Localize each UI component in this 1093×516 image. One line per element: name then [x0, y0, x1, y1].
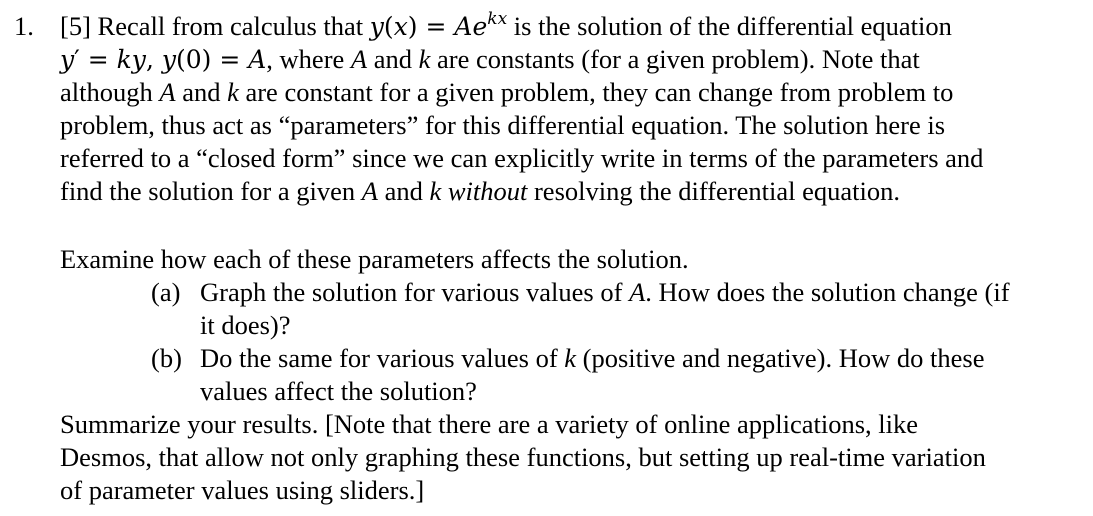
intro-line-2	[60, 43, 920, 76]
math-x: x	[393, 12, 408, 41]
text-span: find the solution for a given	[60, 176, 362, 206]
math-A: A	[248, 45, 267, 74]
math-A: A	[454, 12, 473, 41]
math-A: A	[159, 77, 176, 107]
text-span: and	[377, 176, 430, 206]
part-a-line-2: it does)?	[200, 310, 291, 340]
intro-line-1	[60, 10, 952, 43]
part-a-line-1	[200, 276, 1010, 309]
text-span: are constant for a given problem, they can change from problem to	[238, 77, 954, 107]
math-A: A	[629, 277, 646, 307]
math-equals: =	[417, 12, 455, 41]
math-paren: (	[383, 12, 394, 41]
math-k: k	[418, 44, 431, 74]
math-e: e	[472, 12, 488, 41]
math-k: k	[429, 176, 442, 206]
intro-line-5: referred to a “closed form” since we can explicitly write in terms of the parameters and	[60, 143, 984, 173]
points-label: [5]	[60, 11, 91, 41]
emphasis-without: without	[447, 176, 528, 206]
examine-line: Examine how each of these parameters affects the solution.	[60, 244, 689, 274]
math-exponent: kx	[487, 9, 508, 29]
text-span: , where	[266, 44, 351, 74]
math-y: y	[60, 45, 75, 74]
text-span: although	[60, 77, 160, 107]
text-span: Recall from calculus that	[97, 11, 370, 41]
math-equals: =	[79, 45, 117, 74]
math-k: k	[227, 77, 239, 107]
math-y: y	[369, 12, 384, 41]
text-span: and	[175, 77, 228, 107]
math-equals: =	[211, 45, 249, 74]
math-k: k	[564, 343, 577, 373]
math-ky: ky	[116, 45, 146, 74]
math-prime: ′	[74, 45, 80, 74]
intro-line-6	[60, 175, 900, 208]
math-comma: ,	[145, 45, 162, 74]
text-span: resolving the differential equation.	[527, 176, 900, 206]
summary-line-1: Summarize your results. [Note that there are a variety of online applications, like	[60, 409, 919, 439]
part-b-line-2: values affect the solution?	[200, 376, 477, 406]
part-b-label: (b)	[151, 343, 182, 373]
summary-line-2: Desmos, that allow not only graphing these functions, but setting up real-time variation	[60, 442, 986, 472]
text-span: (positive and negative). How do these	[576, 343, 985, 373]
text-span: Do the same for various values of	[200, 343, 565, 373]
text-span: are constants (for a given problem). Note that	[430, 44, 920, 74]
problem-number: 1.	[14, 11, 34, 41]
part-b-line-1	[200, 342, 984, 375]
text-span: Graph the solution for various values of	[200, 277, 630, 307]
math-A: A	[361, 176, 378, 206]
math-paren: )	[407, 12, 418, 41]
math-zero: (0)	[175, 45, 212, 74]
text-span: is the solution of the differential equation	[507, 11, 952, 41]
intro-line-3	[60, 76, 953, 109]
text-span: and	[367, 44, 419, 74]
text-span	[441, 176, 448, 206]
part-a-label: (a)	[151, 277, 181, 307]
text-span: . How does the solution change (if	[645, 277, 1010, 307]
summary-line-3: of parameter values using sliders.]	[60, 475, 425, 505]
intro-line-4: problem, thus act as “parameters” for this differential equation. The solution here is	[60, 110, 946, 140]
math-y: y	[161, 45, 176, 74]
math-A: A	[350, 44, 368, 74]
